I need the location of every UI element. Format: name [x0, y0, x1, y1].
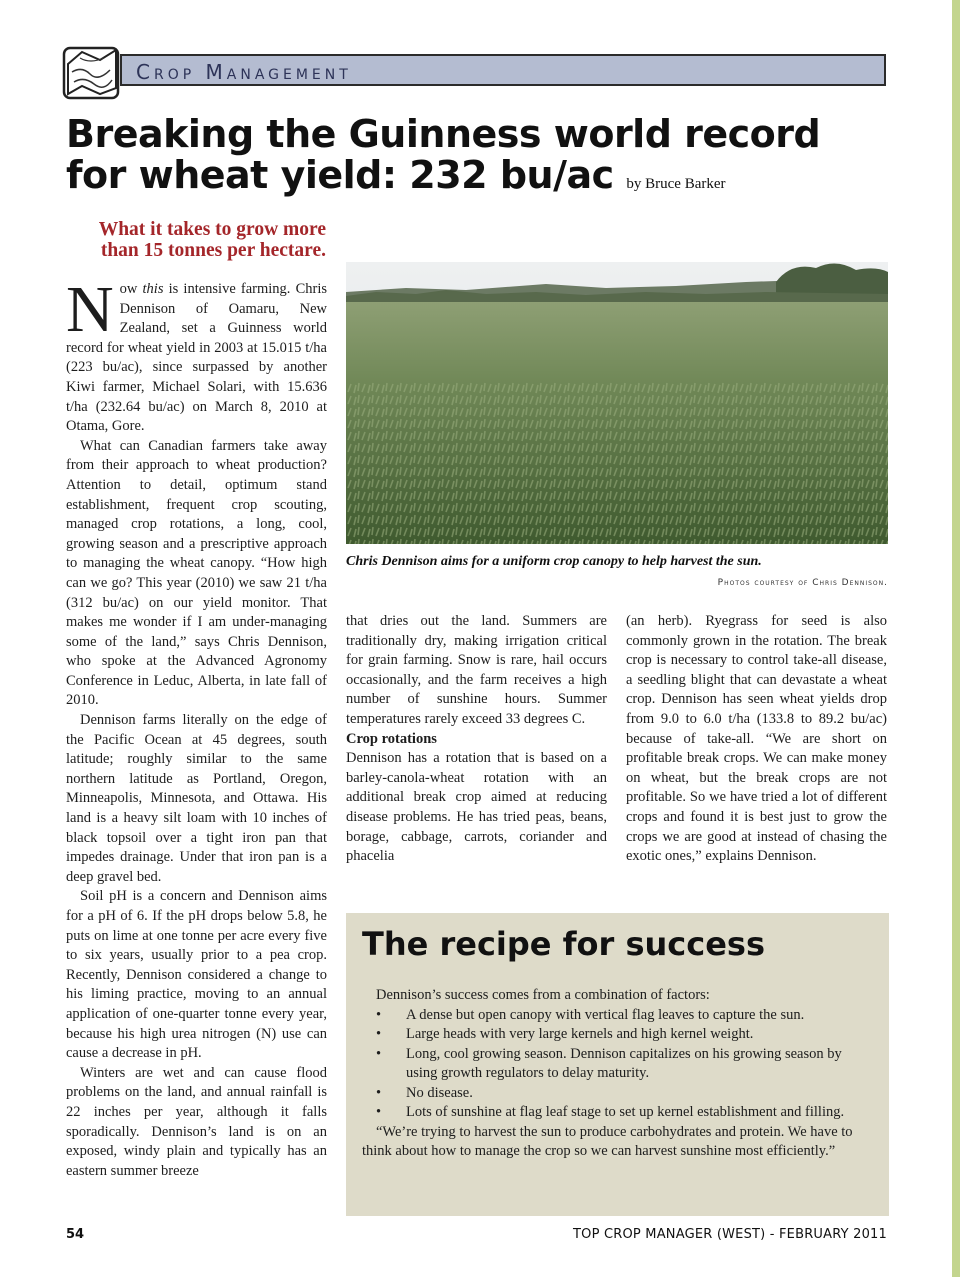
- article-column-2: [346, 612, 607, 867]
- wheat-field-photo: [346, 262, 888, 544]
- paragraph: (an herb). Ryegrass for seed is also commonly grown in the rotation. The break crop is necessary to control take-all disease, a seedling blight that can devastate a wheat crop. Dennison has seen wheat yields drop from 9.0 to 6.0 t/ha (133.8 to 89.2 bu/ac) because of take-all. “We are short on profitable break crops. We can make money on wheat, but the break crops are not profitable. So we have tried a lot of different crops and found it is best just to grow the crops we are good at instead of chasing the exotic ones,” explains Dennison.: [626, 613, 887, 865]
- subheading: Crop rotations: [346, 730, 437, 747]
- photo-caption: Chris Dennison aims for a uniform crop canopy to help harvest the sun.: [346, 554, 762, 569]
- headline-line-2: [66, 155, 906, 205]
- article-column-3: [626, 612, 887, 867]
- list-item: [362, 1103, 874, 1123]
- section-label: Crop Management: [136, 60, 352, 84]
- map-icon: [60, 42, 124, 102]
- list-item: [362, 1006, 874, 1026]
- bullet: •: [376, 1084, 382, 1101]
- list-item-text: Large heads with very large kernels and high kernel weight.: [406, 1026, 754, 1042]
- list-item-text: Lots of sunshine at flag leaf stage to set up kernel establishment and filling.: [406, 1104, 845, 1120]
- list-item: [362, 1045, 874, 1084]
- paragraph: Dennison farms literally on the edge of the Pacific Ocean at 45 degrees, south latitude; roughly similar to the same northern latitude as Portland, Oregon, Minneapolis, Minnesota, and Ottawa. His land is a heavy silt loam with 10 inches of black topsoil over a tight iron pan that impedes drainage. Under that iron pan is a deep gravel bed.: [66, 712, 327, 885]
- photo-credit: Photos courtesy of Chris Dennison.: [717, 578, 888, 588]
- paragraph: What can Canadian farmers take away from their approach to wheat production? Attention to detail, optimum stand establishment, frequent crop scouting, managed crop rotations, a long, cool, growing season and a prescriptive approach to managing the wheat canopy. “How high can we go? This year (2010) we saw 21 t/ha (312 bu/ac) on our yield monitor. That makes me wonder if I am under-managing some of the land,” says Chris Dennison, who spoke at the Advanced Agronomy Conference in Leduc, Alberta, in late fall of 2010.: [66, 437, 327, 709]
- paragraph: [66, 273, 327, 437]
- emphasis-text: this: [142, 281, 164, 297]
- sidebar-quote: “We’re trying to harvest the sun to produce carbohydrates and protein. We have to think about how to manage the crop so we can harvest sunshine most efficiently.”: [362, 1123, 853, 1159]
- sidebar-intro: Dennison’s success comes from a combination of factors:: [376, 987, 710, 1003]
- paragraph: that dries out the land. Summers are traditionally dry, making irrigation critical for grain farming. Snow is rare, hail occurs occasionally, and the farm receives a high number of sunshine hours. Summer temperatures rarely exceed 33 degrees C.: [346, 613, 607, 727]
- headline-line-1: Breaking the Guinness world record: [66, 112, 821, 156]
- article-headline: [66, 114, 906, 205]
- article-deck: What it takes to grow more than 15 tonnes per hectare.: [98, 219, 326, 261]
- list-item-text: Long, cool growing season. Dennison capitalizes on his growing season by using growth regulators to delay maturity.: [406, 1045, 842, 1081]
- byline: by Bruce Barker: [626, 176, 726, 192]
- bullet: •: [376, 1026, 382, 1042]
- section-header-bar: [120, 54, 886, 86]
- list-item: [362, 1084, 874, 1104]
- paragraph-text: ow: [119, 281, 143, 297]
- list-item-text: No disease.: [406, 1084, 473, 1101]
- page-number: 54: [66, 1227, 85, 1242]
- recipe-sidebar: [346, 913, 889, 1216]
- drop-cap: N: [66, 273, 114, 346]
- sidebar-list: [362, 1006, 874, 1123]
- bullet: •: [376, 1104, 382, 1120]
- publication-footer: TOP CROP MANAGER (WEST) - FEBRUARY 2011: [573, 1227, 887, 1242]
- page-edge-strip: [952, 0, 960, 1277]
- headline-line-2-text: for wheat yield: 232 bu/ac: [66, 153, 614, 197]
- article-column-1: [66, 273, 327, 1181]
- sidebar-body: [362, 986, 874, 1162]
- bullet: •: [376, 1045, 382, 1062]
- paragraph: Winters are wet and can cause flood problems on the land, and annual rainfall is 22 inches per year, although it falls sporadically. Dennison’s land is on an exposed, windy plain and typically has an eastern summer breeze: [66, 1064, 327, 1179]
- sidebar-title: The recipe for success: [362, 925, 766, 963]
- bullet: •: [376, 1006, 382, 1023]
- paragraph: Dennison has a rotation that is based on a barley-canola-wheat rotation with an additional break crop aimed at reducing disease problems. He has tried peas, beans, borage, cabbage, carrots, coriander and phacelia: [346, 750, 607, 865]
- list-item-text: A dense but open canopy with vertical flag leaves to capture the sun.: [406, 1006, 805, 1023]
- paragraph: Soil pH is a concern and Dennison aims for a pH of 6. If the pH drops below 5.8, he puts on lime at one tonne per acre every five to six years, usually prior to a pea crop. Recently, Dennison considered a change to his liming practice, moving to an annual application of one-quarter tonne every year, because his high urea nitrogen (N) use can cause a decrease in pH.: [66, 888, 327, 1062]
- list-item: [362, 1025, 874, 1045]
- paragraph-text: is intensive farming. Chris Dennison of Oamaru, New Zealand, set a Guinness world record for wheat yield in 2003 at 15.015 t/ha (223 bu/ac), since surpassed by another Kiwi farmer, Michael Solari, with 15.636 t/ha (232.64 bu/ac) on March 8, 2010 at Otama, Gore.: [66, 281, 327, 435]
